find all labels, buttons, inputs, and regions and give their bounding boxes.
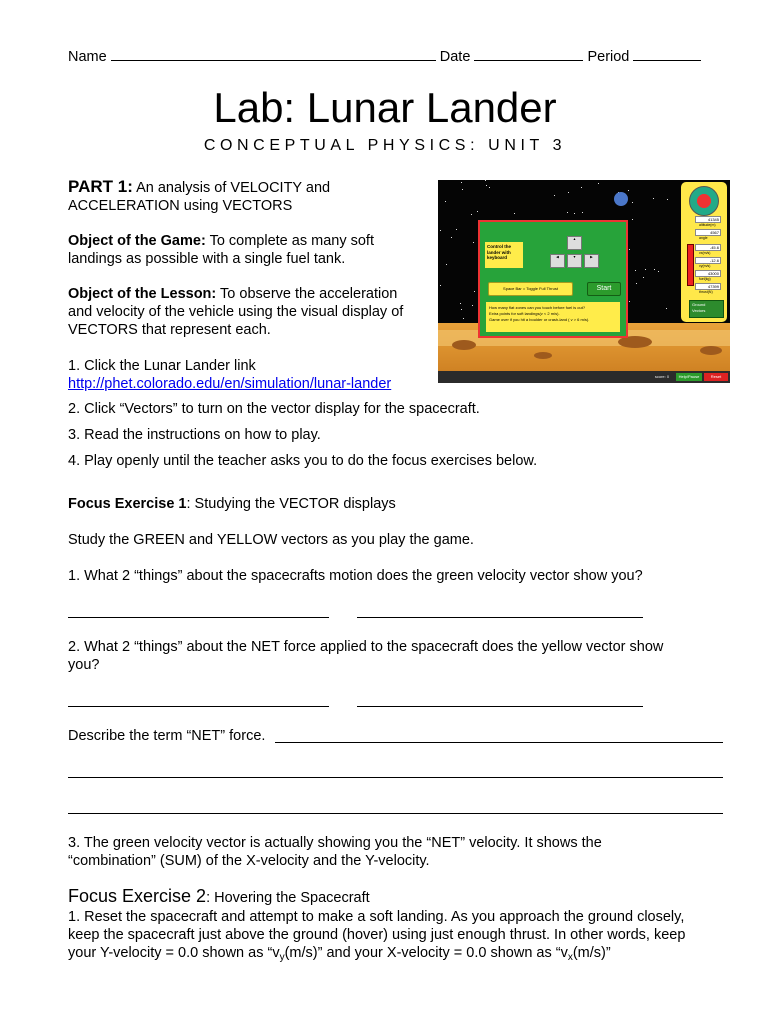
name-blank[interactable]: [111, 47, 436, 61]
focus1-heading: [68, 495, 396, 513]
star: [486, 185, 487, 186]
star: [474, 291, 475, 292]
object-game-label: Object of the Game:: [68, 233, 206, 249]
info-box: [486, 302, 620, 332]
answer-line-q1a[interactable]: [68, 617, 329, 618]
step-4: 4. Play openly until the teacher asks you to do the focus exercises below.: [68, 453, 538, 469]
answer-line-net-2[interactable]: [68, 777, 723, 778]
answer-line-q2a[interactable]: [68, 706, 329, 707]
star: [654, 269, 655, 270]
star: [485, 180, 486, 181]
star: [446, 264, 447, 265]
answer-line-q1b[interactable]: [357, 617, 643, 618]
page-subtitle: CONCEPTUAL PHYSICS: UNIT 3: [203, 137, 567, 154]
star: [629, 249, 630, 250]
focus2-line-1: 1. Reset the spacecraft and attempt to make a soft landing. As you approach the ground closely,: [68, 909, 685, 925]
step-3: 3. Read the instructions on how to play.: [68, 427, 321, 443]
object-game: [68, 232, 374, 250]
star: [462, 189, 463, 190]
focus2-line-3b: (m/s)” and your X-velocity = 0.0 shown as “v: [284, 945, 568, 961]
focus1-study: Study the GREEN and YELLOW vectors as you play the game.: [68, 532, 474, 548]
star: [489, 187, 490, 188]
name-label: Name: [68, 49, 107, 65]
focus1-q2-1: 2. What 2 “things” about the NET force applied to the spacecraft does the yellow vector show: [68, 639, 664, 655]
readout-label: thrust(N): [699, 290, 713, 294]
fuel-bar: [687, 244, 694, 286]
instructions-panel: [478, 220, 628, 338]
key-down: ▼: [567, 254, 582, 268]
score-label: score: 0: [654, 374, 670, 379]
object-lesson-text-1: To observe the acceleration: [220, 286, 398, 302]
star: [471, 214, 472, 215]
star: [567, 212, 568, 213]
star: [440, 285, 441, 286]
star: [463, 318, 464, 319]
readout-value: 43000: [695, 270, 721, 277]
boulder: [452, 340, 476, 350]
vy-subscript: y: [279, 952, 285, 963]
date-blank[interactable]: [474, 47, 583, 61]
period-label: Period: [587, 49, 630, 65]
step-1: 1. Click the Lunar Lander link: [68, 358, 256, 374]
star: [632, 219, 633, 220]
part1-heading-rest-1: An analysis of VELOCITY and: [136, 180, 331, 196]
star: [574, 213, 575, 214]
star: [628, 190, 629, 191]
focus2-label: Focus Exercise 2: [68, 886, 207, 906]
star: [658, 271, 659, 272]
focus1-q1: 1. What 2 “things” about the spacecrafts motion does the green velocity vector show you?: [68, 568, 643, 584]
focus1-describe: Describe the term “NET” force.: [68, 728, 266, 744]
info-line: Game over if you hit a boulder or crash-land ( v > 6 m/s).: [489, 317, 590, 322]
star: [666, 308, 667, 309]
object-game-text-2: landings as possible with a single fuel tank.: [68, 251, 346, 267]
space-bar-label: Space Bar = Toggle Full Thrust: [488, 282, 573, 296]
star: [460, 303, 461, 304]
display-options[interactable]: [689, 300, 724, 318]
star: [629, 301, 630, 302]
answer-line-q2b[interactable]: [357, 706, 643, 707]
readout-label: altitude(m): [699, 223, 716, 227]
object-lesson: [68, 285, 397, 303]
star: [643, 277, 644, 278]
info-line: Extra points for soft landings(v < 2 m/s).: [489, 311, 560, 316]
focus2-heading: [68, 887, 370, 907]
attitude-dial-icon: [689, 186, 719, 216]
focus1-q2-2: you?: [68, 657, 100, 673]
star: [581, 187, 582, 188]
part1-heading: [68, 178, 330, 197]
focus2-line-3: [68, 944, 611, 962]
reset-button[interactable]: Reset: [704, 373, 728, 381]
star: [635, 270, 636, 271]
vx-subscript: x: [567, 952, 573, 963]
readout-label: angle: [699, 236, 708, 240]
object-lesson-text-3: VECTORS that represent each.: [68, 322, 271, 338]
step-2: 2. Click “Vectors” to turn on the vector display for the spacecraft.: [68, 401, 480, 417]
star: [598, 183, 599, 184]
lunar-lander-screenshot: [438, 180, 730, 383]
lunar-lander-link[interactable]: http://phet.colorado.edu/en/simulation/lunar-lander: [68, 376, 392, 392]
star: [554, 195, 555, 196]
star: [636, 283, 637, 284]
key-up: ▲: [567, 236, 582, 250]
focus2-line-3a: your Y-velocity = 0.0 shown as “v: [68, 945, 280, 961]
radio-vectors[interactable]: Vectors: [692, 308, 706, 313]
focus1-rest: : Studying the VECTOR displays: [186, 496, 396, 512]
key-left: ◀: [550, 254, 565, 268]
focus2-rest: : Hovering the Spacecraft: [206, 890, 370, 906]
object-game-text-1: To complete as many soft: [209, 233, 374, 249]
period-blank[interactable]: [633, 47, 701, 61]
readout-label: vx(m/s): [699, 251, 711, 255]
readout-value: -45.6: [695, 244, 721, 251]
focus1-label: Focus Exercise 1: [68, 496, 187, 512]
date-label: Date: [439, 49, 471, 65]
control-text: Control the lander with keyboard: [485, 242, 523, 268]
readout-label: vy(m/s): [699, 264, 711, 268]
answer-line-net-1[interactable]: [275, 742, 723, 743]
info-line: How many flat zones can you touch before fuel is out?: [489, 305, 586, 310]
answer-line-net-3[interactable]: [68, 813, 723, 814]
readout-value: 41345: [695, 216, 721, 223]
star: [472, 305, 473, 306]
header-row: [68, 47, 701, 65]
readout-value: 4567: [695, 229, 721, 236]
object-lesson-label: Object of the Lesson:: [68, 286, 217, 302]
star: [461, 309, 462, 310]
focus1-q3-2: “combination” (SUM) of the X-velocity and the Y-velocity.: [68, 853, 430, 869]
page-title: Lab: Lunar Lander: [213, 84, 557, 131]
star: [456, 229, 457, 230]
help-pause-button[interactable]: Help/Pause: [676, 373, 702, 381]
star: [514, 213, 515, 214]
star: [667, 199, 668, 200]
star: [632, 202, 633, 203]
star: [473, 242, 474, 243]
part1-label: PART 1:: [68, 177, 133, 196]
star: [645, 269, 646, 270]
star: [568, 192, 569, 193]
start-button[interactable]: Start: [587, 282, 621, 296]
star: [582, 212, 583, 213]
star: [451, 237, 452, 238]
focus2-line-2: keep the spacecraft just above the ground (hover) using just enough thrust. In other words, keep: [68, 927, 686, 943]
star: [461, 182, 462, 183]
focus2-line-3c: (m/s)”: [572, 945, 611, 961]
object-lesson-text-2: and velocity of the vehicle using the visual display of: [68, 304, 404, 320]
readout-value: 47399: [695, 283, 721, 290]
star: [445, 201, 446, 202]
star: [440, 230, 441, 231]
boulder: [534, 352, 552, 359]
star: [653, 198, 654, 199]
readout-label: fuel(kg): [699, 277, 711, 281]
boulder: [700, 346, 722, 355]
readout-value: -12.6: [695, 257, 721, 264]
key-right: ▶: [584, 254, 599, 268]
radio-ground[interactable]: Ground: [692, 302, 706, 307]
focus1-q3-1: 3. The green velocity vector is actually showing you the “NET” velocity. It shows the: [68, 835, 602, 851]
star: [477, 211, 478, 212]
part1-heading-rest-2: ACCELERATION using VECTORS: [68, 198, 293, 214]
planet-icon: [614, 192, 628, 206]
